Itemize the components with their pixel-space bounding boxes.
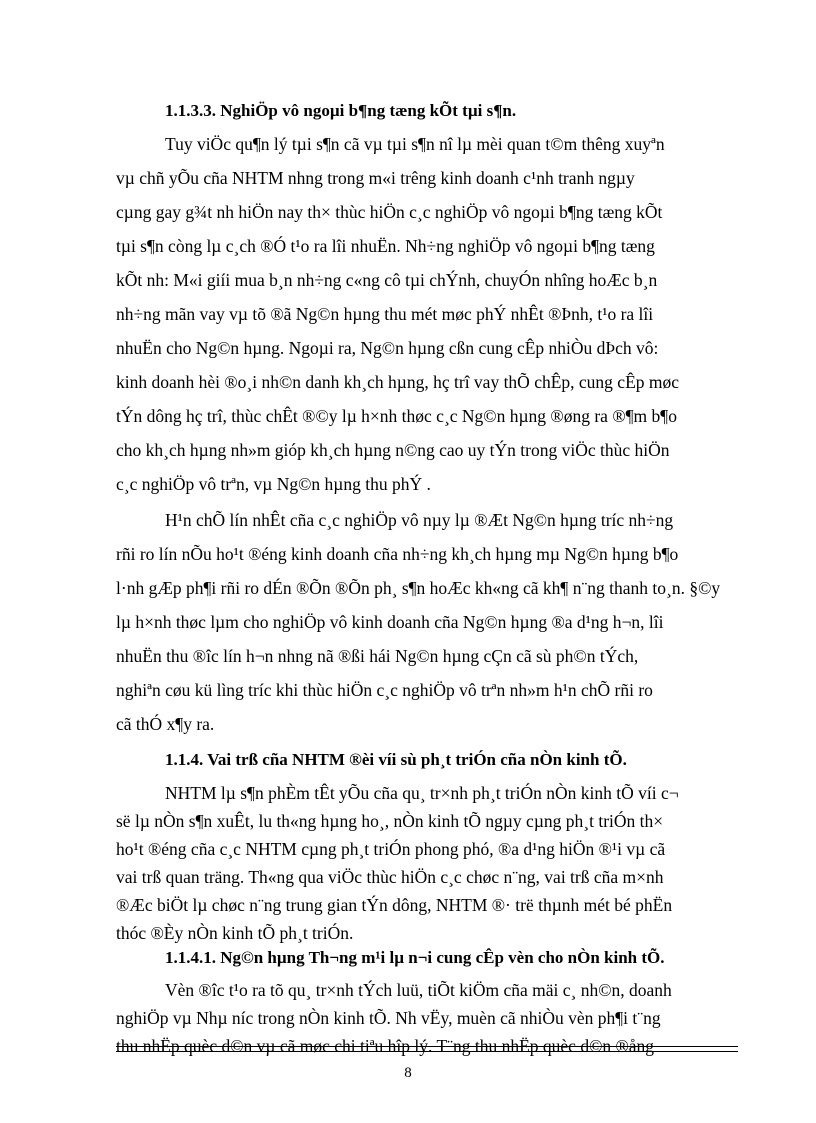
paragraph-3-line: vai trß quan träng. Th«ng qua viÖc thùc hiÖn c¸c chøc n¨ng, vai trß cña m×nh bbox=[116, 867, 664, 887]
paragraph-2-line: nghiªn cøu kü lìng tríc khi thùc hiÖn c¸c nghiÖp vô trªn nh»m h¹n chÕ rñi ro bbox=[116, 680, 653, 700]
paragraph-4-line: nghiÖp vµ Nhµ níc trong nÒn kinh tÕ. Nh vËy, muèn cã nhiÒu vèn ph¶i t¨ng bbox=[116, 1008, 661, 1028]
paragraph-2-line: lµ h×nh thøc lµm cho nghiÖp vô kinh doanh cña Ng©n hµng ®a d¹ng h¬n, lîi bbox=[116, 612, 664, 632]
paragraph-1-line: nh÷ng mãn vay vµ tõ ®ã Ng©n hµng thu mét møc phÝ nhÊt ®Þnh, t¹o ra lîi bbox=[116, 304, 654, 324]
paragraph-1-line: cµng gay g¾t nh hiÖn nay th× thùc hiÖn c¸c nghiÖp vô ngoµi b¶ng tæng kÕt bbox=[116, 202, 663, 222]
paragraph-3-line: ®Æc biÖt lµ chøc n¨ng trung gian tÝn dông, NHTM ®· trë thµnh mét bé phËn bbox=[116, 895, 673, 915]
paragraph-1-line: nhuËn cho Ng©n hµng. Ngoµi ra, Ng©n hµng cßn cung cÊp nhiÒu dÞch vô: bbox=[116, 338, 659, 358]
paragraph-3-line: thóc ®Èy nÒn kinh tÕ ph¸t triÓn. bbox=[116, 923, 354, 943]
paragraph-2-line: nhuËn thu ®îc lín h¬n nhng nã ®ßi hái Ng©n hµng cÇn cã sù ph©n tÝch, bbox=[116, 646, 639, 666]
paragraph-1-line: tµi s¶n còng lµ c¸ch ®Ó t¹o ra lîi nhuËn. Nh÷ng nghiÖp vô ngoµi b¶ng tæng bbox=[116, 236, 655, 256]
paragraph-1-line: Tuy viÖc qu¶n lý tµi s¶n cã vµ tµi s¶n nî lµ mèi quan t©m thêng xuyªn bbox=[165, 134, 665, 154]
footer-rule-bottom bbox=[116, 1051, 738, 1052]
paragraph-3-line: së lµ nÒn s¶n xuÊt, lu th«ng hµng ho¸, nÒn kinh tÕ ngµy cµng ph¸t triÓn th× bbox=[116, 811, 664, 831]
paragraph-2-line: rñi ro lín nÕu ho¹t ®éng kinh doanh cña nh÷ng kh¸ch hµng mµ Ng©n hµng b¶o bbox=[116, 544, 679, 564]
paragraph-1-line: cho kh¸ch hµng nh»m gióp kh¸ch hµng n©ng cao uy tÝn trong viÖc thùc hiÖn bbox=[116, 440, 670, 460]
paragraph-2-line: H¹n chÕ lín nhÊt cña c¸c nghiÖp vô nµy lµ ®Æt Ng©n hµng tríc nh÷ng bbox=[165, 510, 674, 530]
paragraph-1-line: tÝn dông hç trî, thùc chÊt ®©y lµ h×nh thøc c¸c Ng©n hµng ®øng ra ®¶m b¶o bbox=[116, 406, 677, 426]
paragraph-4-line: thu nhËp quèc d©n vµ cã møc chi tiªu hîp lý. T¨ng thu nhËp quèc d©n ®ång bbox=[116, 1036, 655, 1056]
heading-1-1-4-1: 1.1.4.1. Ng©n hµng Th¬ng m¹i lµ n¬i cung cÊp vèn cho nÒn kinh tÕ. bbox=[165, 948, 665, 967]
heading-1-1-4: 1.1.4. Vai trß cña NHTM ®èi víi sù ph¸t triÓn cña nÒn kinh tÕ. bbox=[165, 750, 627, 769]
paragraph-3-line: ho¹t ®éng cña c¸c NHTM cµng ph¸t triÓn phong phó, ®a d¹ng hiÖn ®¹i vµ cã bbox=[116, 839, 666, 859]
paragraph-2-line: cã thÓ x¶y ra. bbox=[116, 714, 215, 734]
paragraph-2-line: l·nh gÆp ph¶i rñi ro dÉn ®Õn ®Õn ph¸ s¶n hoÆc kh«ng cã kh¶ n¨ng thanh to¸n. §©y bbox=[116, 578, 721, 598]
paragraph-1-line: kÕt nh: M«i giíi mua b¸n nh÷ng c«ng cô tµi chÝnh, chuyÓn nhîng hoÆc b¸n bbox=[116, 270, 658, 290]
paragraph-1-line: c¸c nghiÖp vô trªn, vµ Ng©n hµng thu phÝ . bbox=[116, 474, 431, 494]
paragraph-4-line: Vèn ®îc t¹o ra tõ qu¸ tr×nh tÝch luü, tiÕt kiÖm cña mäi c¸ nh©n, doanh bbox=[165, 980, 672, 1000]
paragraph-1-line: vµ chñ yÕu cña NHTM nhng trong m«i trêng kinh doanh c¹nh tranh ngµy bbox=[116, 168, 635, 188]
paragraph-3-line: NHTM lµ s¶n phÈm tÊt yÕu cña qu¸ tr×nh ph¸t triÓn nÒn kinh tÕ víi c¬ bbox=[165, 783, 679, 803]
footer-rule-top bbox=[116, 1046, 738, 1047]
page-number: 8 bbox=[404, 1065, 412, 1081]
heading-1-1-3-3: 1.1.3.3. NghiÖp vô ngoµi b¶ng tæng kÕt tµi s¶n. bbox=[165, 101, 517, 120]
paragraph-1-line: kinh doanh hèi ®o¸i nh©n danh kh¸ch hµng, hç trî vay thÕ chÊp, cung cÊp møc bbox=[116, 372, 680, 392]
